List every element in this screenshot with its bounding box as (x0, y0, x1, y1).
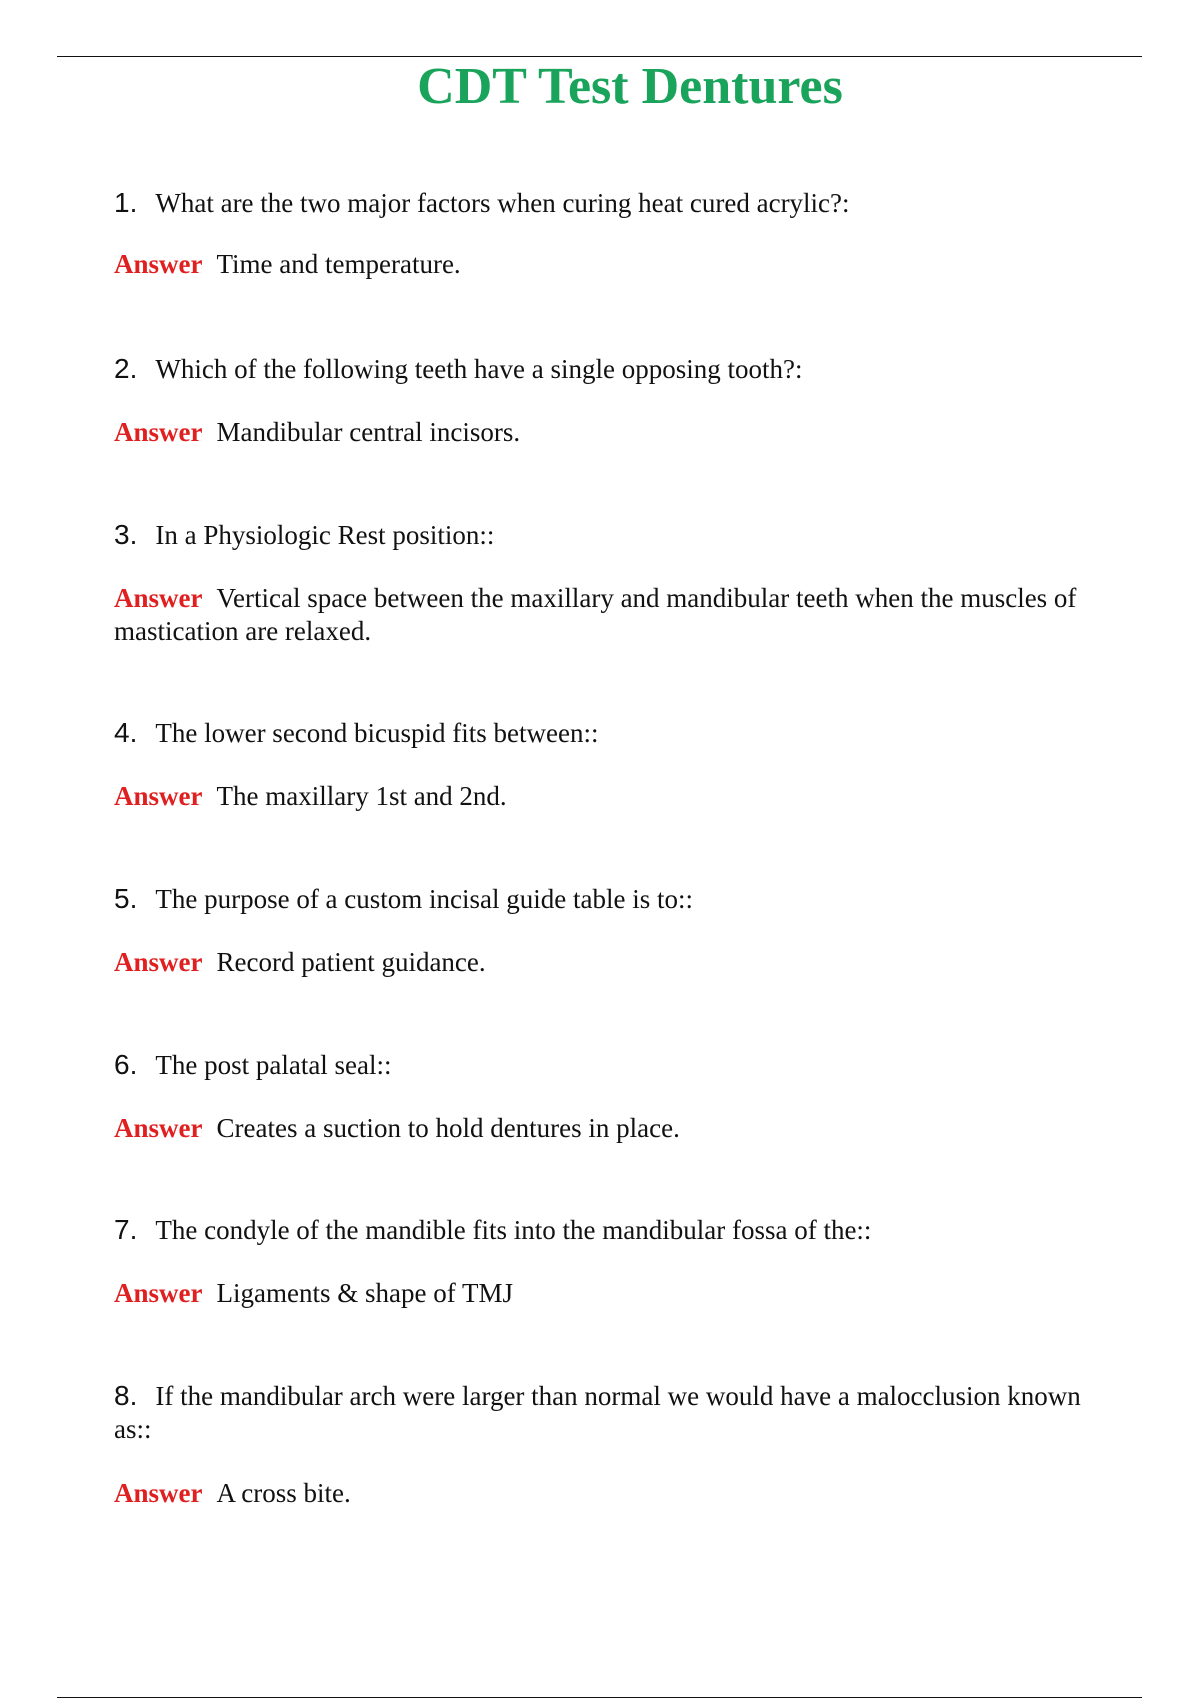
qa-item-7 (114, 1213, 1124, 1308)
answer-text: The maxillary 1st and 2nd. (216, 781, 507, 811)
question-number: 8. (114, 1380, 138, 1411)
answer-text: Time and temperature. (216, 249, 461, 279)
qa-item-3 (114, 518, 1124, 646)
answer (114, 1112, 1124, 1145)
question (114, 1213, 1124, 1247)
answer-text: Vertical space between the maxillary and mandibular teeth when the muscles of mastication are relaxed. (114, 583, 1077, 646)
question-number: 7. (114, 1214, 138, 1245)
question-text: In a Physiologic Rest position:: (155, 520, 495, 550)
question (114, 1048, 1124, 1082)
answer (114, 946, 1124, 979)
question-text: Which of the following teeth have a single opposing tooth?: (155, 354, 803, 384)
answer-text: Ligaments & shape of TMJ (216, 1278, 513, 1308)
answer-label: Answer (114, 1113, 203, 1143)
answer-text: Mandibular central incisors. (216, 417, 521, 447)
answer-label: Answer (114, 947, 203, 977)
qa-item-5 (114, 882, 1124, 977)
question-text: The condyle of the mandible fits into the mandibular fossa of the:: (155, 1215, 872, 1245)
answer (114, 1477, 1124, 1510)
answer-text: A cross bite. (216, 1478, 351, 1508)
question-text: The lower second bicuspid fits between:: (155, 718, 599, 748)
answer (114, 780, 1124, 813)
question (114, 1379, 1124, 1446)
qa-item-8 (114, 1379, 1124, 1508)
question-number: 1. (114, 187, 138, 218)
question (114, 882, 1124, 916)
question-text: The purpose of a custom incisal guide table is to:: (155, 884, 693, 914)
qa-item-6 (114, 1048, 1124, 1143)
answer-label: Answer (114, 1478, 203, 1508)
qa-item-1 (114, 186, 1124, 279)
answer-label: Answer (114, 249, 203, 279)
page-title: CDT Test Dentures (417, 58, 843, 115)
answer-label: Answer (114, 583, 203, 613)
question-number: 6. (114, 1049, 138, 1080)
qa-item-4 (114, 716, 1124, 811)
question (114, 716, 1124, 750)
answer (114, 1277, 1124, 1310)
answer (114, 582, 1124, 648)
question (114, 518, 1124, 552)
question-text: The post palatal seal:: (155, 1050, 392, 1080)
answer-text: Creates a suction to hold dentures in place. (216, 1113, 680, 1143)
answer-text: Record patient guidance. (216, 947, 486, 977)
answer-label: Answer (114, 1278, 203, 1308)
answer-label: Answer (114, 781, 203, 811)
question-text: What are the two major factors when curing heat cured acrylic?: (155, 188, 850, 218)
question (114, 352, 1124, 386)
question-number: 2. (114, 353, 138, 384)
question-number: 5. (114, 883, 138, 914)
question-text: If the mandibular arch were larger than normal we would have a malocclusion known as:: (114, 1381, 1081, 1444)
bottom-divider (57, 1697, 1142, 1698)
question-number: 3. (114, 519, 138, 550)
question-number: 4. (114, 717, 138, 748)
answer (114, 416, 1124, 449)
answer (114, 248, 1124, 281)
qa-item-2 (114, 352, 1124, 447)
question (114, 186, 1124, 220)
answer-label: Answer (114, 417, 203, 447)
